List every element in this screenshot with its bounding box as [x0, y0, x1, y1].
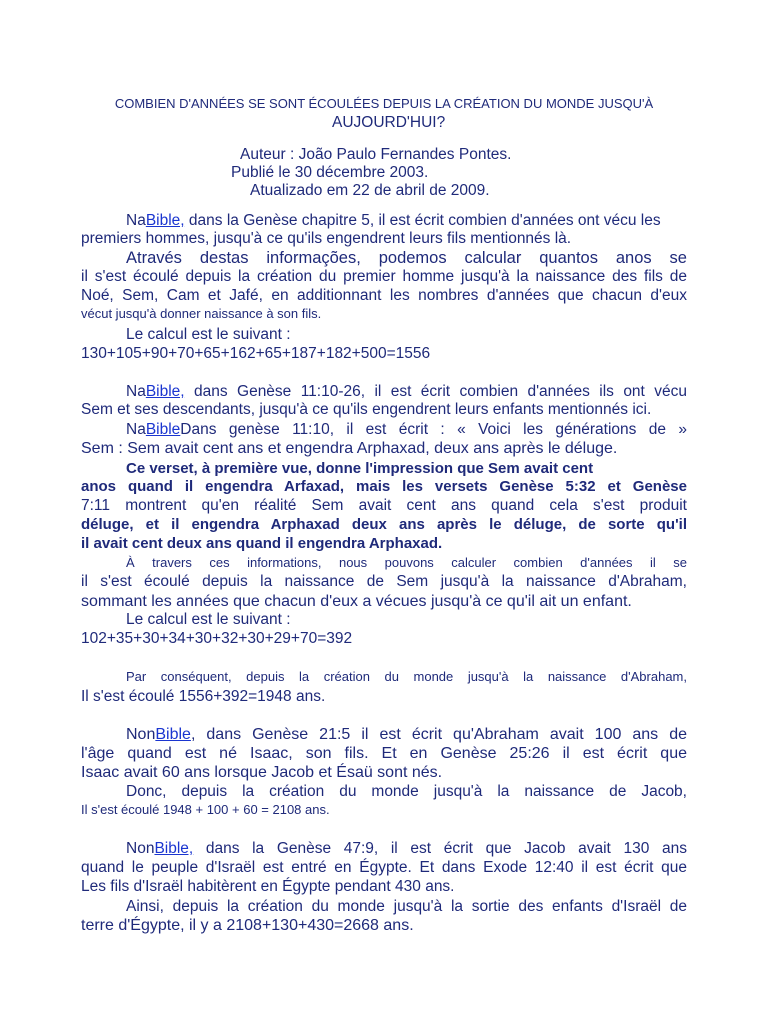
p4-line-4: Donc, depuis la création du monde jusqu'à la naissance de Jacob, [126, 783, 687, 800]
p2-line-7: 7:11 montrent qu'en réalité Sem avait cent ans quand cela s'est produit [81, 497, 687, 514]
p3-line-2: Il s'est écoulé 1556+392=1948 ans. [81, 688, 326, 705]
p5-line-4: Ainsi, depuis la création du monde jusqu'à la sortie des enfants d'Israël de [126, 898, 687, 915]
p2-line-1: NaBible, dans Genèse 11:10-26, il est écrit combien d'années ils ont vécu [126, 383, 687, 400]
p2-line-11: il s'est écoulé depuis la naissance de Sem jusqu'à la naissance d'Abraham, [81, 573, 687, 590]
p4-line-1: NonBible, dans Genèse 21:5 il est écrit qu'Abraham avait 100 ans de [126, 726, 687, 743]
p1-line-6: vécut jusqu'à donner naissance à son fils. [81, 306, 322, 321]
p2-line-3: NaBibleDans genèse 11:10, il est écrit : « Voici les générations de » [126, 421, 687, 438]
bible-link[interactable]: Bible, [145, 383, 185, 400]
p2-line-10: À travers ces informations, nous pouvons calculer combien d'années il se [126, 555, 687, 570]
title-line-1: COMBIEN D'ANNÉES SE SONT ÉCOULÉES DEPUIS LA CRÉATION DU MONDE JUSQU'À [114, 96, 654, 111]
title-line-2: AUJOURD'HUI? [332, 114, 446, 131]
bible-link[interactable]: Bible [145, 421, 181, 438]
bible-link[interactable]: Bible, [154, 840, 194, 857]
p1-line-4: il s'est écoulé depuis la création du premier homme jusqu'à la naissance des fils de [81, 268, 687, 285]
p2-line-4: Sem : Sem avait cent ans et engendra Arphaxad, deux ans après le déluge. [81, 440, 618, 457]
p4-line-2: l'âge quand est né Isaac, son fils. Et en Genèse 25:26 il est écrit que [81, 745, 687, 762]
p2-calc: 102+35+30+34+30+32+30+29+70=392 [81, 630, 353, 647]
p5-line-2: quand le peuple d'Israël est entré en Égypte. Et dans Exode 12:40 il est écrit que [81, 859, 687, 876]
p2-line-2: Sem et ses descendants, jusqu'à ce qu'ils engendrent leurs enfants mentionnés ici. [81, 401, 652, 418]
p2-line-8: déluge, et il engendra Arphaxad deux ans après le déluge, de sorte qu'il [81, 516, 687, 533]
p4-line-3: Isaac avait 60 ans lorsque Jacob et Ésaü sont nés. [81, 764, 443, 781]
p3-line-1: Par conséquent, depuis la création du monde jusqu'à la naissance d'Abraham, [126, 669, 687, 684]
p1-line-3: Através destas informações, podemos calcular quantos anos se [126, 249, 687, 267]
p1-calc-label: Le calcul est le suivant : [126, 326, 291, 343]
p5-line-3: Les fils d'Israël habitèrent en Égypte pendant 430 ans. [81, 878, 455, 895]
p2-line-5: Ce verset, à première vue, donne l'impression que Sem avait cent [126, 460, 594, 477]
p2-line-12: sommant les années que chacun d'eux a vécues jusqu'à ce qu'il ait un enfant. [81, 593, 632, 610]
updated-line: Atualizado em 22 de abril de 2009. [250, 182, 490, 199]
p1-calc: 130+105+90+70+65+162+65+187+182+500=1556 [81, 345, 431, 362]
p1-line-5: Noé, Sem, Cam et Jafé, en additionnant les nombres d'années que chacun d'eux [81, 287, 687, 304]
p4-line-5: Il s'est écoulé 1948 + 100 + 60 = 2108 ans. [81, 802, 330, 817]
p1-line-2: premiers hommes, jusqu'à ce qu'ils engendrent leurs fils mentionnés là. [81, 230, 572, 247]
p2-line-6: anos quand il engendra Arfaxad, mais les versets Genèse 5:32 et Genèse [81, 478, 687, 495]
p5-line-5: terre d'Égypte, il y a 2108+130+430=2668 ans. [81, 917, 414, 934]
bible-link[interactable]: Bible, [145, 212, 185, 229]
p2-line-9: il avait cent deux ans quand il engendra Arphaxad. [81, 535, 443, 552]
published-line: Publié le 30 décembre 2003. [231, 164, 429, 181]
p1-line-1: NaBible, dans la Genèse chapitre 5, il est écrit combien d'années ont vécu les [126, 212, 661, 229]
bible-link[interactable]: Bible [155, 726, 191, 743]
p2-calc-label: Le calcul est le suivant : [126, 611, 291, 628]
p5-line-1: NonBible, dans la Genèse 47:9, il est écrit que Jacob avait 130 ans [126, 840, 687, 857]
author-line: Auteur : João Paulo Fernandes Pontes. [240, 146, 512, 163]
